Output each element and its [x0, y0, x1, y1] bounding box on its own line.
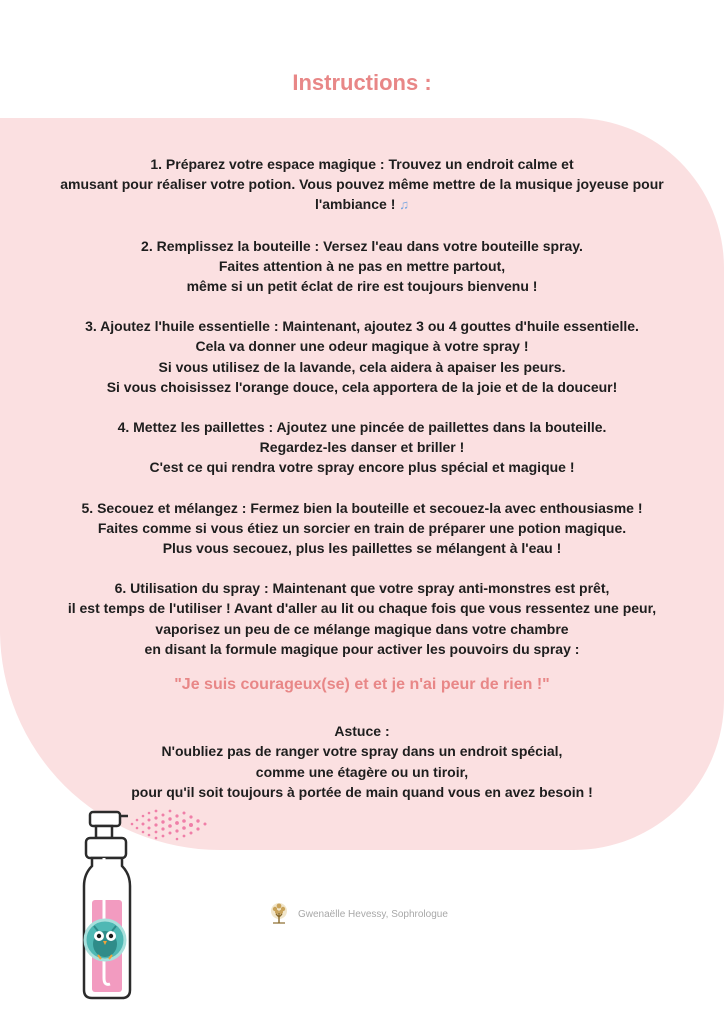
step-line: Faites attention à ne pas en mettre partout,: [218, 257, 506, 274]
step-line: Plus vous secouez, plus les paillettes se mélangent à l'eau !: [162, 540, 562, 557]
instructions-body: [10, 154, 714, 802]
author-credit: Gwenaëlle Hevessy, Sophrologue: [298, 908, 448, 920]
page-title: Instructions :: [292, 70, 432, 95]
step-2: [10, 236, 714, 297]
tip-line: N'oubliez pas de ranger votre spray dans un endroit spécial,: [161, 743, 563, 760]
step-line: 5. Secouez et mélangez : Fermez bien la bouteille et secouez-la avec enthousiasme !: [81, 499, 643, 516]
tip-heading: Astuce :: [334, 723, 390, 740]
step-line: Regardez-les danser et briller !: [259, 439, 465, 456]
step-3: [10, 316, 714, 397]
footer: [266, 901, 448, 927]
step-line: vaporisez un peu de ce mélange magique dans votre chambre: [155, 620, 569, 637]
step-line: C'est ce qui rendra votre spray encore plus spécial et magique !: [149, 459, 575, 476]
step-line: Si vous choisissez l'orange douce, cela apportera de la joie et de la douceur!: [106, 378, 618, 395]
owl-icon: [85, 920, 125, 960]
step-line: en disant la formule magique pour activer les pouvoirs du spray :: [144, 640, 580, 657]
step-line-text: l'ambiance !: [315, 196, 396, 213]
step-line: Cela va donner une odeur magique à votre spray !: [195, 338, 529, 355]
magic-formula-quote: "Je suis courageux(se) et et je n'ai peur de rien !": [174, 676, 550, 694]
step-6: [10, 578, 714, 659]
step-line: 6. Utilisation du spray : Maintenant que votre spray anti-monstres est prêt,: [114, 580, 610, 597]
tip-section: [10, 721, 714, 802]
step-1: [10, 154, 714, 216]
tip-line: pour qu'il soit toujours à portée de main quand vous en avez besoin !: [131, 783, 593, 800]
step-line: Si vous utilisez de la lavande, cela aidera à apaiser les peurs.: [158, 358, 566, 375]
step-4: [10, 417, 714, 478]
step-line: Faites comme si vous étiez un sorcier en train de préparer une potion magique.: [97, 519, 627, 536]
music-notes-icon: ♫: [399, 197, 409, 213]
step-5: [10, 498, 714, 559]
step-line: il est temps de l'utiliser ! Avant d'aller au lit ou chaque fois que vous ressentez une peur,: [67, 600, 657, 617]
spray-bottle-icon: [78, 808, 140, 1004]
tip-line: comme une étagère ou un tiroir,: [255, 763, 469, 780]
step-line: même si un petit éclat de rire est toujours bienvenu !: [186, 278, 538, 295]
step-line: 2. Remplissez la bouteille : Versez l'eau dans votre bouteille spray.: [141, 237, 583, 254]
spray-mist-icon: [128, 806, 218, 846]
tree-logo-icon: [266, 901, 292, 927]
step-line: [10, 194, 714, 215]
step-line: 1. Préparez votre espace magique : Trouvez un endroit calme et: [150, 156, 574, 172]
step-line: 3. Ajoutez l'huile essentielle : Maintenant, ajoutez 3 ou 4 gouttes d'huile essentielle.: [85, 318, 639, 335]
step-line: amusant pour réaliser votre potion. Vous pouvez même mettre de la musique joyeuse pour: [60, 176, 664, 193]
step-line: 4. Mettez les paillettes : Ajoutez une pincée de paillettes dans la bouteille.: [117, 419, 607, 436]
